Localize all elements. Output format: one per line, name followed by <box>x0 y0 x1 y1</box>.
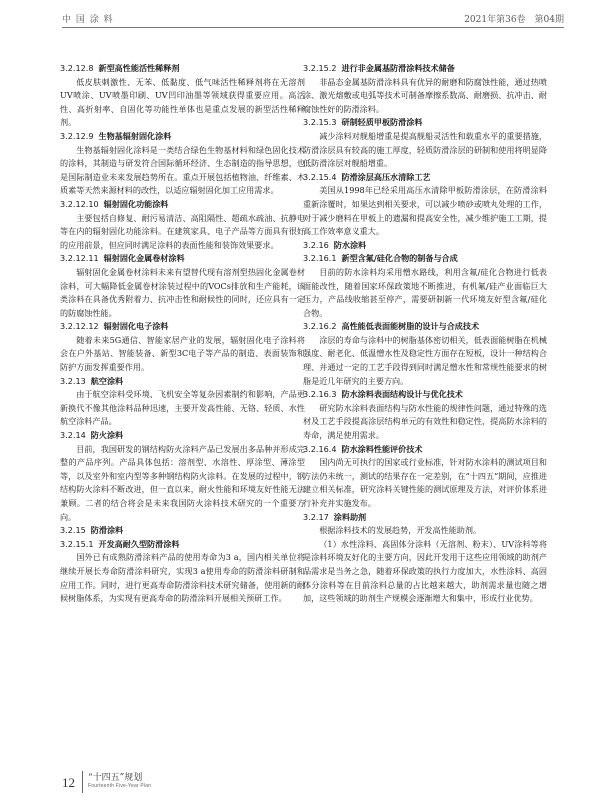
section-number: 3.2.16.4 <box>303 443 337 454</box>
body-paragraph: 根据涂料技术的发展趋势，开发高性能助剂。 <box>319 525 482 536</box>
section-title: 新型高性能活性稀释剂 <box>98 63 180 73</box>
section-title: 开发高耐久型防滑涂料 <box>98 538 180 549</box>
body-paragraph: 生物基辐射固化涂料是一类结合绿色生物基材料和绿色固化技术的涂料，其制造与研发符合国际循环经济、生态制造的指导思想，也是国际制造业未来发展趋势所在。重点开展包括植物油、纤维素、木质素等天然来源材料的改性，以适应辐射固化加工应用需求。 <box>60 144 305 196</box>
body-paragraph: 随着未来5G通信、智能家居产业的发展，辐射固化电子涂料将会在户外基站、智能装备、新型3C电子等产品的制造、表面装饰和防护方面发挥重要作用。 <box>60 334 305 373</box>
section-title: 涂料助剂 <box>333 511 367 522</box>
section-heading <box>303 62 547 76</box>
section-title: 辐射固化电子涂料 <box>103 321 169 332</box>
section-heading <box>303 252 547 266</box>
body-paragraph: 目前的防水涂料均采用憎水路线，利用含氟/硅化合物进行低表面能改性，随着国家环保政策地不断推进，有机氟/硅产业面临巨大压力，产品线收缩甚至停产，需要研制新一代环境友好型含氟/硅化合物。 <box>303 266 547 318</box>
section-number: 3.2.12.10 <box>60 198 99 209</box>
section-title: 辐射固化功能涂料 <box>103 198 169 209</box>
section-number: 3.2.15.4 <box>303 171 337 182</box>
section-heading <box>303 171 547 185</box>
section-number: 3.2.12.11 <box>60 253 99 264</box>
section-title: 生物基辐射固化涂料 <box>98 130 172 141</box>
section-number: 3.2.12.9 <box>60 130 94 141</box>
section-number: 3.2.12.12 <box>60 321 99 332</box>
section-heading <box>60 429 305 443</box>
section-heading <box>303 388 547 402</box>
section-title: 高性能低表面能树脂的设计与合成技术 <box>341 321 480 332</box>
section-number: 3.2.15 <box>60 525 86 536</box>
section-title: 防滑涂料 <box>90 525 124 536</box>
section-title: 防水涂料性能评价技术 <box>341 443 423 454</box>
section-number: 3.2.12.8 <box>60 63 94 73</box>
section-heading <box>60 252 305 266</box>
page-number: 12 <box>62 775 75 790</box>
section-number: 3.2.16.2 <box>303 321 337 332</box>
section-heading <box>60 62 305 76</box>
section-number: 3.2.15.1 <box>60 538 94 549</box>
body-paragraph: 研究防水涂料表面结构与防水性能的规律性问题，通过特殊的选材及工艺手段提高涂层结构单元的有效性和稳定性，提高防水涂料的寿命，满足使用需求。 <box>303 402 547 441</box>
section-title: 防水涂料表面结构设计与优化技术 <box>341 389 463 400</box>
section-heading <box>60 538 305 552</box>
body-paragraph: 由于航空涂料受环境、飞机安全等复杂因素制约和影响，产品更新换代不像其他涂料品种迅速，主要开发高性能、无铬、轻质、水性航空涂料产品。 <box>60 389 305 427</box>
body-paragraph: 美国从1998年已经采用高压水清除甲板防滑涂层，在防滑涂料重新涂覆时，如果达到相关要求，可以减少喷砂或喷丸处理的工作，对于减少磨料在甲板上的遗漏和提高安全性，减少维护施工工期，提高工作效率意义重大。 <box>303 185 547 237</box>
section-title: 防水涂料 <box>333 239 367 250</box>
section-heading <box>60 130 305 144</box>
footer-plan-english: Fourteenth Five-Year Plan <box>88 783 152 789</box>
section-number: 3.2.13 <box>60 375 86 386</box>
body-paragraph: 主要包括自修复、耐污易清洁、高阻隔性、超疏水疏油、抗静电等在内的辐射固化功能涂料。在建筑家具、电子产品等方面具有很好的应用前景，但应同时满足涂料的表面性能和装饰效果要求。 <box>60 212 305 250</box>
body-paragraph: 国外已有成熟防滑涂料产品的使用寿命为3 a，国内相关单位将继续开展长寿命防滑涂料研究，实现3 a使用寿命的防滑涂料研制和应用工作。同时，进行更高寿命防滑涂料技术研究储备，使用新的耐候树脂体系，为实现有更高寿命的防滑涂料开展相关预研工作。 <box>60 552 305 604</box>
section-heading <box>60 524 305 538</box>
body-paragraph: 涂层的寿命与涂料中的树脂基体密切相关，低表面能树脂在机械强度、耐老化、低温憎水性及稳定性方面存在短板，设计一种结构合理、并通过一定的工艺手段得到同时满足憎水性和常规性能要求的树脂是近几年研究的主要方向。 <box>303 334 547 386</box>
section-title: 防火涂料 <box>90 430 124 441</box>
section-heading <box>303 320 547 334</box>
body-paragraph: 减少涂料对舰船增重是提高舰船灵活性和载重水平的重要措施，防滑涂层具有较高的施工厚度，轻质防滑涂层的研制和使用将明显降低防滑涂层对舰船增重。 <box>303 130 547 169</box>
left-column <box>60 62 305 606</box>
section-heading <box>60 198 305 212</box>
section-title: 进行非金属基防滑涂料技术储备 <box>341 63 455 73</box>
body-paragraph: 目前，我国研发的钢结构防火涂料产品已发展出多品种并形成完整的产品序列。产品具体包括：溶剂型、水溶性、厚涂型、薄涂型等，以及室外和室内型等多种钢结构防火涂料。在发展的过程中，钢结构防火涂料不断改进，但一直以来，耐火性能和环境友好性能无法兼顾。二者的结合将会是未来我国防火涂料技术研究的一个重要方向。 <box>60 443 305 522</box>
section-heading <box>60 320 305 334</box>
section-number: 3.2.17 <box>303 511 329 522</box>
section-heading <box>60 375 305 389</box>
section-title: 航空涂料 <box>90 375 124 386</box>
section-heading <box>303 116 547 130</box>
section-title: 防滑涂层高压水清除工艺 <box>341 171 431 182</box>
section-title: 辐射固化金属卷材涂料 <box>103 253 185 264</box>
journal-name: 中 国 涂 料 <box>62 15 114 25</box>
issue-info: 2021年第36卷 第04期 <box>464 15 564 25</box>
body-paragraph: 辐射固化金属卷材涂料未来有望替代现有溶剂型热固化金属卷材涂料，可大幅降低金属卷材涂装过程中的VOCs排放和生产能耗，该类涂料在具备优秀附着力、抗冲击性和耐候性的同时，还应具有一定的防腐蚀性能。 <box>60 266 305 318</box>
section-title: 研制轻质甲板防滑涂料 <box>341 117 423 128</box>
section-number: 3.2.15.3 <box>303 117 337 128</box>
body-paragraph: 非晶态金属基防滑涂料具有优异的耐磨和防腐蚀性能，通过热喷涂、激光熔敷或电弧等技术可制备摩擦系数高、耐磨损、抗冲击、耐腐蚀性好的防滑涂料。 <box>303 76 547 114</box>
footer-plan-title: “十四五”规划 <box>88 773 143 783</box>
section-title: 新型含氟/硅化合物的制备与合成 <box>341 253 458 264</box>
section-number: 3.2.15.2 <box>303 63 337 73</box>
section-heading <box>303 443 547 457</box>
body-paragraph: 国内尚无可执行的国家或行业标准，针对防水涂料的测试项目和方法仍未统一，测试的结果存在一定差别，在“十四五”期间，应推进建立相关标准，研究涂料关键性能的测试原理及方法，对评价体系进行补充并实施发布。 <box>303 457 547 508</box>
right-column <box>303 62 547 606</box>
section-number: 3.2.14 <box>60 430 86 441</box>
footer-divider <box>82 771 83 793</box>
section-heading <box>303 239 547 253</box>
body-paragraph: （1）水性涂料、高固体分涂料（无溶剂、粉末）、UV涂料等将是涂料环境友好化的主要方向，因此开发用于这些应用领域的助剂产品需求是当务之急，随着环保政策的执行力度加大，水性涂料、高固体分涂料等在目前涂料总量的占比越来越大，助剂需求量也随之增加，这些领域的助剂生产规模会逐渐增大和集中，形成行业优势。 <box>303 538 547 604</box>
section-number: 3.2.16.1 <box>303 253 337 264</box>
section-heading <box>303 511 547 525</box>
section-number: 3.2.16.3 <box>303 389 337 400</box>
header-rule <box>62 27 564 28</box>
section-number: 3.2.16 <box>303 239 329 250</box>
body-paragraph: 低皮肤刺激性、无苯、低黏度、低气味活性稀释剂将在无溶剂UV喷涂、UV喷墨印刷、UV凹印油墨等领域获得重要应用。高活性、高折射率、自固化等功能性单体也是重点发展的新型活性稀释剂。 <box>60 76 305 128</box>
running-header <box>62 12 564 26</box>
